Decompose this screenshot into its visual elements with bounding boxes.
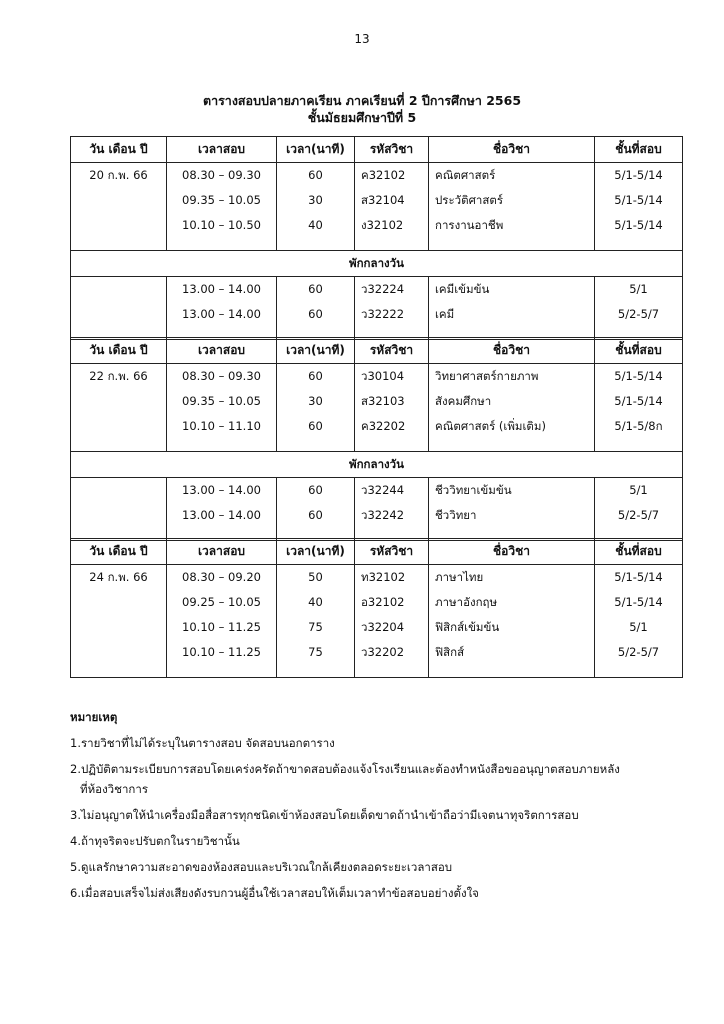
header-subject: ชื่อวิชา [429,338,595,364]
header-row [71,338,683,364]
cell-empty [355,238,429,251]
table-row [71,414,683,439]
cell-code: ค32102 [355,163,429,189]
table-header [71,137,683,163]
cell-date [71,478,167,504]
cell-duration: 60 [277,163,355,189]
header-duration: เวลา(นาที) [277,539,355,565]
table-row-gap [71,238,683,251]
cell-time: 09.35 – 10.05 [167,389,277,414]
table-row [71,615,683,640]
cell-date: 24 ก.พ. 66 [71,565,167,591]
cell-code: ส32103 [355,389,429,414]
cell-time: 10.10 – 11.25 [167,640,277,665]
cell-code: ว30104 [355,364,429,390]
cell-room: 5/1-5/14 [595,389,683,414]
header-time: เวลาสอบ [167,137,277,163]
table-row [71,163,683,189]
cell-duration: 60 [277,277,355,303]
cell-subject: ฟิสิกส์เข้มข้น [429,615,595,640]
table-row [71,503,683,528]
header-date: วัน เดือน ปี [71,338,167,364]
cell-room: 5/1 [595,615,683,640]
cell-code: อ32102 [355,590,429,615]
cell-empty [595,665,683,678]
cell-time: 10.10 – 11.10 [167,414,277,439]
page-number: 13 [354,32,370,46]
cell-time: 08.30 – 09.20 [167,565,277,591]
note-item-1: 1.รายวิชาที่ไม่ได้ระบุในตารางสอบ จัดสอบนอกตาราง [70,736,335,750]
cell-room: 5/1 [595,478,683,504]
cell-time: 09.25 – 10.05 [167,590,277,615]
note-item-2-line-1: 2.ปฏิบัติตามระเบียบการสอบโดยเคร่งครัดถ้าขาดสอบต้องแจ้งโรงเรียนและต้องทำหนังสือขออนุญาตสอบภายหลัง [70,762,620,776]
cell-duration: 30 [277,389,355,414]
cell-empty [167,665,277,678]
note-item-5: 5.ดูแลรักษาความสะอาดของห้องสอบและบริเวณใกล้เคียงตลอดระยะเวลาสอบ [70,860,453,874]
cell-time: 13.00 – 14.00 [167,302,277,327]
cell-subject: ฟิสิกส์ [429,640,595,665]
schedule-table-day-3 [70,538,683,678]
cell-room: 5/1 [595,277,683,303]
cell-time: 10.10 – 11.25 [167,615,277,640]
cell-empty [71,238,167,251]
header-code: รหัสวิชา [355,338,429,364]
table-row [71,364,683,390]
header-code: รหัสวิชา [355,539,429,565]
table-row [71,302,683,327]
cell-room: 5/1-5/14 [595,364,683,390]
cell-duration: 75 [277,615,355,640]
cell-code: ค32202 [355,414,429,439]
cell-date: 22 ก.พ. 66 [71,364,167,390]
lunch-break-label: พักกลางวัน [71,452,683,478]
header-date: วัน เดือน ปี [71,539,167,565]
cell-empty [355,439,429,452]
cell-subject: การงานอาชีพ [429,213,595,238]
table-header [71,338,683,364]
table-body [71,565,683,678]
table-row [71,213,683,238]
table-body [71,163,683,340]
cell-duration: 60 [277,503,355,528]
cell-date [71,188,167,213]
cell-code: ง32102 [355,213,429,238]
cell-code: ส32104 [355,188,429,213]
cell-room: 5/1-5/8ก [595,414,683,439]
header-duration: เวลา(นาที) [277,338,355,364]
cell-room: 5/2-5/7 [595,640,683,665]
cell-duration: 40 [277,590,355,615]
cell-room: 5/1-5/14 [595,565,683,591]
cell-time: 08.30 – 09.30 [167,163,277,189]
cell-code: ว32244 [355,478,429,504]
header-row [71,539,683,565]
cell-code: ว32224 [355,277,429,303]
header-time: เวลาสอบ [167,539,277,565]
cell-code: ว32242 [355,503,429,528]
cell-time: 09.35 – 10.05 [167,188,277,213]
cell-duration: 40 [277,213,355,238]
note-item-6: 6.เมื่อสอบเสร็จไม่ส่งเสียงดังรบกวนผู้อื่นใช้เวลาสอบให้เต็มเวลาทำข้อสอบอย่างตั้งใจ [70,886,479,900]
lunch-break-row [71,452,683,478]
cell-duration: 60 [277,478,355,504]
note-item-2 [70,759,690,799]
table-row-gap [71,665,683,678]
header-room: ชั้นที่สอบ [595,539,683,565]
cell-duration: 50 [277,565,355,591]
header-room: ชั้นที่สอบ [595,137,683,163]
cell-code: ท32102 [355,565,429,591]
cell-time: 13.00 – 14.00 [167,277,277,303]
header-room: ชั้นที่สอบ [595,338,683,364]
cell-time: 10.10 – 10.50 [167,213,277,238]
cell-time: 13.00 – 14.00 [167,503,277,528]
table-row [71,277,683,303]
cell-duration: 75 [277,640,355,665]
cell-empty [595,439,683,452]
cell-subject: ภาษาไทย [429,565,595,591]
note-item-2-line-2: ที่ห้องวิชาการ [80,782,149,796]
cell-room: 5/1-5/14 [595,163,683,189]
title-line-2: ชั้นมัธยมศึกษาปีที่ 5 [307,110,417,125]
cell-subject: สังคมศึกษา [429,389,595,414]
cell-empty [277,238,355,251]
cell-time: 08.30 – 09.30 [167,364,277,390]
cell-subject: ชีววิทยาเข้มข้น [429,478,595,504]
lunch-break-label: พักกลางวัน [71,251,683,277]
cell-code: ว32204 [355,615,429,640]
table-row [71,389,683,414]
cell-date [71,213,167,238]
cell-duration: 30 [277,188,355,213]
cell-code: ว32222 [355,302,429,327]
page-title [0,92,724,126]
cell-room: 5/2-5/7 [595,503,683,528]
cell-empty [429,665,595,678]
cell-time: 13.00 – 14.00 [167,478,277,504]
table-row [71,640,683,665]
cell-subject: วิทยาศาสตร์กายภาพ [429,364,595,390]
cell-date [71,277,167,303]
cell-empty [167,238,277,251]
cell-empty [277,439,355,452]
table-row-gap [71,439,683,452]
notes-heading: หมายเหตุ [70,710,118,724]
cell-room: 5/1-5/14 [595,213,683,238]
cell-room: 5/1-5/14 [595,188,683,213]
schedule-table-day-1 [70,136,683,340]
cell-date: 20 ก.พ. 66 [71,163,167,189]
note-item-4: 4.ถ้าทุจริตจะปรับตกในรายวิชานั้น [70,834,240,848]
header-time: เวลาสอบ [167,338,277,364]
cell-empty [71,439,167,452]
table-row [71,478,683,504]
cell-duration: 60 [277,414,355,439]
cell-subject: คณิตศาสตร์ [429,163,595,189]
cell-subject: ภาษาอังกฤษ [429,590,595,615]
cell-room: 5/1-5/14 [595,590,683,615]
cell-subject: ประวัติศาสตร์ [429,188,595,213]
cell-date [71,389,167,414]
cell-date [71,640,167,665]
cell-date [71,503,167,528]
cell-subject: เคมีเข้มข้น [429,277,595,303]
header-subject: ชื่อวิชา [429,137,595,163]
cell-empty [277,665,355,678]
table-header [71,539,683,565]
cell-empty [355,665,429,678]
cell-empty [595,238,683,251]
note-item-3: 3.ไม่อนุญาตให้นำเครื่องมือสื่อสารทุกชนิดเข้าห้องสอบโดยเด็ดขาดถ้านำเข้าถือว่ามีเจตนาทุจริตการสอบ [70,808,579,822]
title-line-1: ตารางสอบปลายภาคเรียน ภาคเรียนที่ 2 ปีการศึกษา 2565 [202,93,522,108]
header-subject: ชื่อวิชา [429,539,595,565]
header-row [71,137,683,163]
schedule-table-day-2 [70,337,683,541]
header-code: รหัสวิชา [355,137,429,163]
cell-duration: 60 [277,302,355,327]
cell-date [71,302,167,327]
notes-section [70,704,690,906]
cell-date [71,590,167,615]
table-row [71,590,683,615]
cell-duration: 60 [277,364,355,390]
cell-date [71,414,167,439]
cell-date [71,615,167,640]
cell-code: ว32202 [355,640,429,665]
cell-empty [167,439,277,452]
cell-subject: คณิตศาสตร์ (เพิ่มเติม) [429,414,595,439]
cell-empty [71,665,167,678]
cell-subject: ชีววิทยา [429,503,595,528]
table-row [71,565,683,591]
lunch-break-row [71,251,683,277]
table-row [71,188,683,213]
cell-empty [429,439,595,452]
header-duration: เวลา(นาที) [277,137,355,163]
table-body [71,364,683,541]
cell-room: 5/2-5/7 [595,302,683,327]
cell-subject: เคมี [429,302,595,327]
cell-empty [429,238,595,251]
header-date: วัน เดือน ปี [71,137,167,163]
